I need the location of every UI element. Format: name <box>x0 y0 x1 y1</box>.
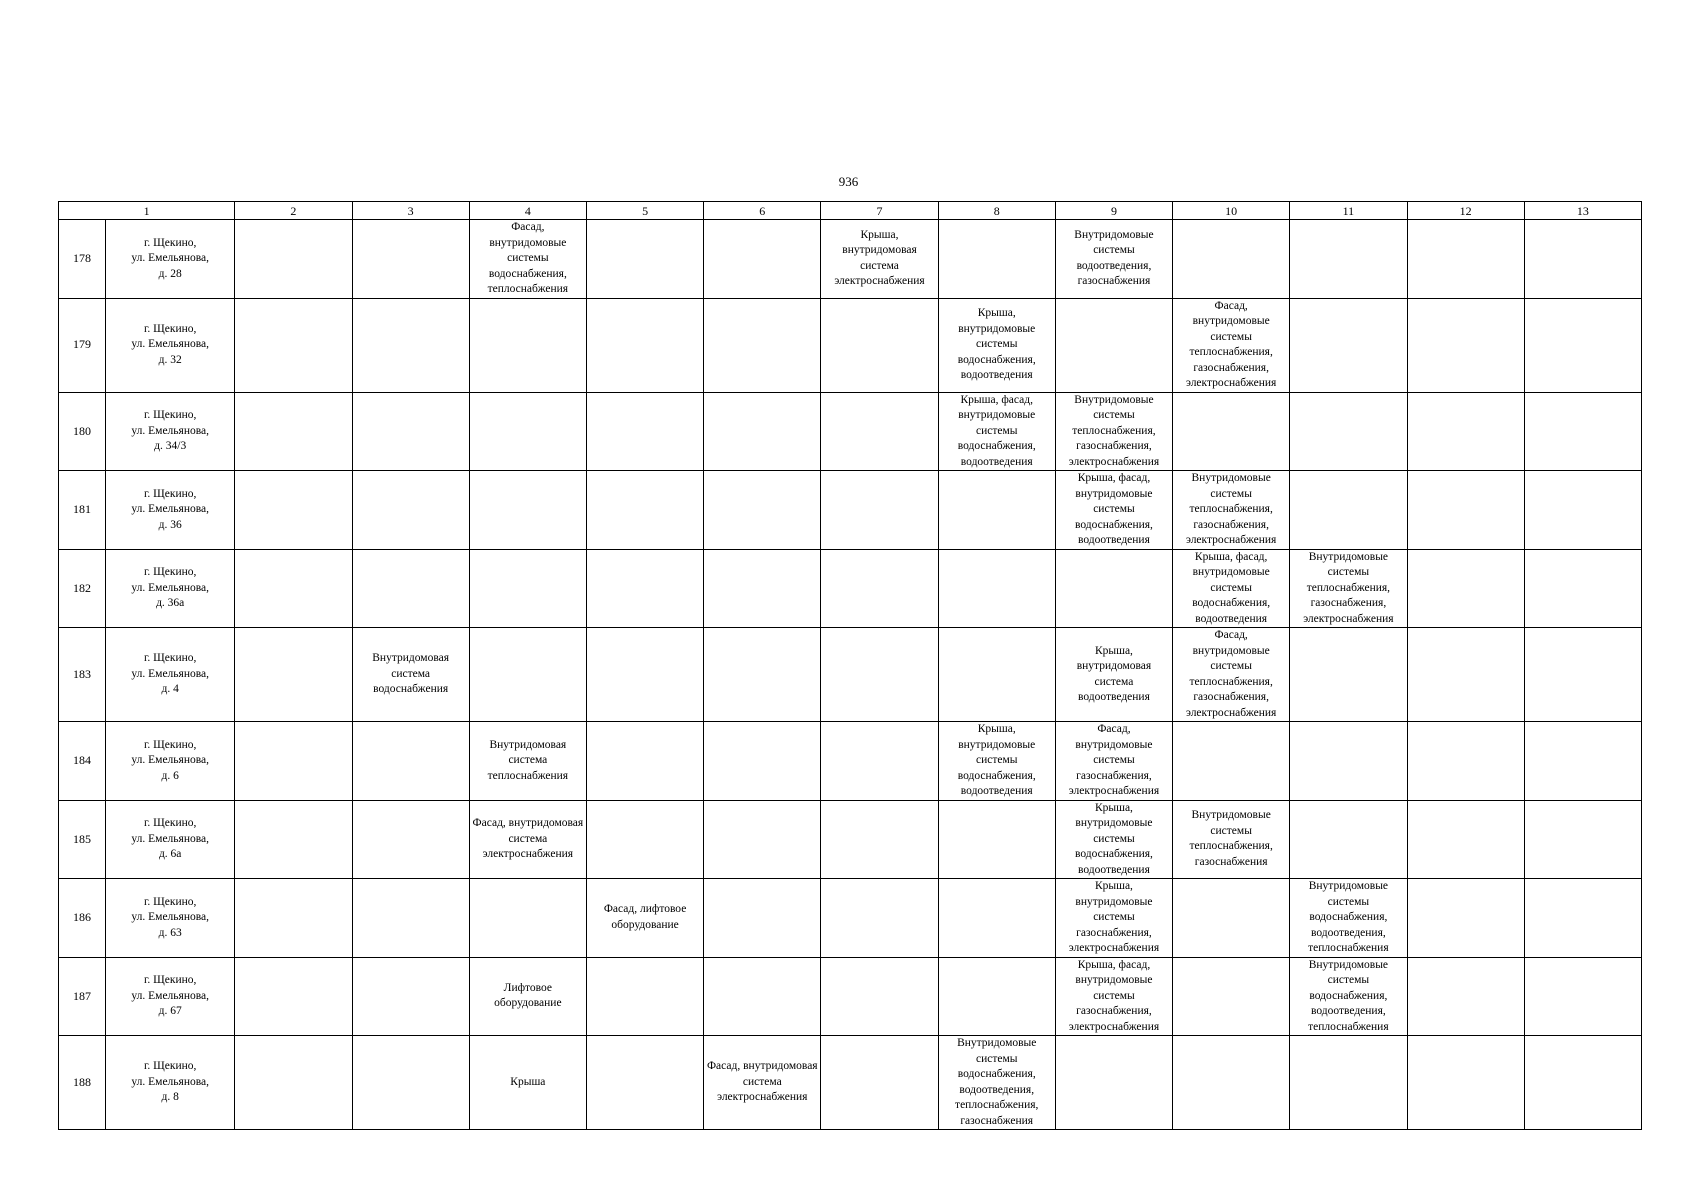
work-cell <box>586 722 703 801</box>
row-number: 182 <box>59 549 106 628</box>
work-cell <box>235 392 352 471</box>
work-cell <box>586 220 703 299</box>
work-description: Фасад, лифтовое оборудование <box>603 903 687 931</box>
work-cell <box>1055 800 1172 879</box>
work-cell <box>1290 722 1407 801</box>
work-cell <box>586 800 703 879</box>
row-number: 181 <box>59 471 106 550</box>
work-description: Фасад, внутридомовые системы газоснабжения, электроснабжения <box>1068 723 1160 797</box>
work-cell <box>704 549 821 628</box>
address-cell <box>106 220 235 299</box>
work-cell <box>938 392 1055 471</box>
table-row <box>59 549 1642 628</box>
work-cell <box>821 722 938 801</box>
work-description: Внутридомовая система теплоснабжения <box>487 738 569 782</box>
work-cell <box>821 392 938 471</box>
work-cell <box>938 628 1055 722</box>
work-cell <box>352 957 469 1036</box>
work-cell <box>469 220 586 299</box>
work-description: Внутридомовые системы теплоснабжения, газоснабжения, электроснабжения <box>1185 472 1277 546</box>
table-row <box>59 800 1642 879</box>
work-cell <box>235 879 352 958</box>
address-cell <box>106 298 235 392</box>
work-cell <box>469 1036 586 1130</box>
work-cell <box>235 722 352 801</box>
address-cell <box>106 957 235 1036</box>
address-text: г. Щекино, ул. Емельянова, д. 34/3 <box>131 409 209 452</box>
work-cell <box>1524 722 1641 801</box>
row-number: 179 <box>59 298 106 392</box>
address-cell <box>106 392 235 471</box>
work-cell <box>1055 471 1172 550</box>
column-header: 1 <box>59 202 235 220</box>
work-cell <box>1173 722 1290 801</box>
work-cell <box>938 298 1055 392</box>
table-row <box>59 722 1642 801</box>
column-header: 9 <box>1055 202 1172 220</box>
work-description: Крыша <box>510 1075 546 1088</box>
work-cell <box>352 1036 469 1130</box>
work-cell <box>938 879 1055 958</box>
row-number: 187 <box>59 957 106 1036</box>
work-cell <box>821 957 938 1036</box>
work-cell <box>469 879 586 958</box>
work-cell <box>1524 549 1641 628</box>
address-cell <box>106 471 235 550</box>
work-cell <box>938 1036 1055 1130</box>
row-number: 186 <box>59 879 106 958</box>
work-cell <box>235 220 352 299</box>
row-number: 188 <box>59 1036 106 1130</box>
address-text: г. Щекино, ул. Емельянова, д. 32 <box>131 322 209 366</box>
work-cell <box>352 298 469 392</box>
work-description: Фасад, внутридомовые системы теплоснабжения, газоснабжения, электроснабжения <box>1185 299 1277 389</box>
work-cell <box>235 628 352 722</box>
work-cell <box>586 957 703 1036</box>
work-cell <box>704 879 821 958</box>
table-row <box>59 957 1642 1036</box>
work-cell <box>1173 957 1290 1036</box>
work-cell <box>1524 471 1641 550</box>
work-cell <box>1524 298 1641 392</box>
work-cell <box>352 549 469 628</box>
work-cell <box>469 628 586 722</box>
work-cell <box>235 800 352 879</box>
table-body <box>59 220 1642 1130</box>
work-description: Внутридомовые системы водоотведения, газоснабжения <box>1074 228 1154 288</box>
work-description: Внутридомовые системы теплоснабжения, газоснабжения, электроснабжения <box>1068 393 1160 468</box>
work-cell <box>821 298 938 392</box>
row-number: 180 <box>59 392 106 471</box>
work-description: Крыша, внутридомовая система водоотведения <box>1076 644 1152 703</box>
work-cell <box>235 957 352 1036</box>
work-cell <box>1407 220 1524 299</box>
work-cell <box>1290 392 1407 471</box>
work-cell <box>1173 220 1290 299</box>
work-cell <box>1173 549 1290 628</box>
work-cell <box>1524 220 1641 299</box>
column-header: 8 <box>938 202 1055 220</box>
work-description: Крыша, внутридомовые системы газоснабжения, электроснабжения <box>1068 880 1160 954</box>
work-cell <box>938 549 1055 628</box>
address-text: г. Щекино, ул. Емельянова, д. 8 <box>131 1060 209 1104</box>
work-cell <box>821 471 938 550</box>
work-cell <box>352 392 469 471</box>
work-cell <box>704 471 821 550</box>
work-cell <box>469 800 586 879</box>
work-description: Внутридомовая система водоснабжения <box>372 652 449 696</box>
work-cell <box>1407 800 1524 879</box>
work-cell <box>586 1036 703 1130</box>
row-number: 178 <box>59 220 106 299</box>
work-cell <box>1055 879 1172 958</box>
work-description: Крыша, фасад, внутридомовые системы водоснабжения, водоотведения <box>1192 550 1271 625</box>
work-cell <box>586 628 703 722</box>
work-cell <box>1290 471 1407 550</box>
work-cell <box>704 298 821 392</box>
work-description: Внутридомовые системы водоснабжения, водоотведения, теплоснабжения <box>1308 958 1389 1033</box>
address-text: г. Щекино, ул. Емельянова, д. 6 <box>131 738 209 782</box>
work-description: Крыша, внутридомовые системы водоснабжения, водоотведения <box>957 307 1036 382</box>
address-cell <box>106 879 235 958</box>
work-cell <box>469 392 586 471</box>
work-description: Лифтовое оборудование <box>494 981 562 1010</box>
table-row <box>59 628 1642 722</box>
work-cell <box>1290 549 1407 628</box>
work-cell <box>938 722 1055 801</box>
column-header: 4 <box>469 202 586 220</box>
work-cell <box>235 298 352 392</box>
work-cell <box>1055 392 1172 471</box>
work-cell <box>1055 957 1172 1036</box>
address-text: г. Щекино, ул. Емельянова, д. 63 <box>131 895 209 939</box>
work-description: Крыша, внутридомовые системы водоснабжения, водоотведения <box>1074 801 1153 876</box>
address-text: г. Щекино, ул. Емельянова, д. 36 <box>131 487 209 531</box>
address-cell <box>106 628 235 722</box>
work-cell <box>1407 957 1524 1036</box>
column-header: 3 <box>352 202 469 220</box>
work-cell <box>821 549 938 628</box>
work-cell <box>1290 957 1407 1036</box>
work-cell <box>1407 628 1524 722</box>
address-text: г. Щекино, ул. Емельянова, д. 67 <box>131 974 209 1017</box>
work-cell <box>1290 298 1407 392</box>
work-cell <box>938 957 1055 1036</box>
address-text: г. Щекино, ул. Емельянова, д. 6а <box>131 817 209 860</box>
work-cell <box>704 800 821 879</box>
work-cell <box>352 471 469 550</box>
work-cell <box>704 957 821 1036</box>
work-cell <box>704 722 821 801</box>
work-cell <box>1173 298 1290 392</box>
column-header: 10 <box>1173 202 1290 220</box>
work-cell <box>1055 220 1172 299</box>
work-description: Фасад, внутридомовые системы теплоснабжения, газоснабжения, электроснабжения <box>1185 629 1277 719</box>
work-cell <box>1055 549 1172 628</box>
work-cell <box>1290 800 1407 879</box>
address-cell <box>106 800 235 879</box>
work-cell <box>469 957 586 1036</box>
work-description: Фасад, внутридомовая система электроснабжения <box>472 817 584 860</box>
table-row <box>59 298 1642 392</box>
work-description: Внутридомовые системы теплоснабжения, газоснабжения <box>1189 809 1273 868</box>
address-cell <box>106 722 235 801</box>
work-description: Внутридомовые системы теплоснабжения, газоснабжения, электроснабжения <box>1303 550 1394 625</box>
address-cell <box>106 1036 235 1130</box>
work-cell <box>1524 957 1641 1036</box>
column-header: 13 <box>1524 202 1641 220</box>
work-description: Крыша, фасад, внутридомовые системы водоснабжения, водоотведения <box>957 393 1036 468</box>
work-cell <box>821 220 938 299</box>
address-text: г. Щекино, ул. Емельянова, д. 28 <box>131 236 209 280</box>
work-cell <box>1407 1036 1524 1130</box>
column-number-row <box>59 202 1642 220</box>
work-cell <box>1055 1036 1172 1130</box>
work-cell <box>704 1036 821 1130</box>
table-row <box>59 220 1642 299</box>
work-cell <box>704 220 821 299</box>
table-row <box>59 1036 1642 1130</box>
work-cell <box>938 800 1055 879</box>
work-cell <box>586 879 703 958</box>
work-cell <box>1407 879 1524 958</box>
work-cell <box>1524 800 1641 879</box>
work-cell <box>1055 628 1172 722</box>
column-header: 7 <box>821 202 938 220</box>
work-cell <box>1290 1036 1407 1130</box>
work-cell <box>1290 220 1407 299</box>
work-cell <box>235 1036 352 1130</box>
work-cell <box>586 471 703 550</box>
work-cell <box>821 628 938 722</box>
work-cell <box>352 628 469 722</box>
address-text: г. Щекино, ул. Емельянова, д. 36а <box>131 566 209 609</box>
page-number: 936 <box>838 174 859 189</box>
work-cell <box>704 628 821 722</box>
work-cell <box>586 549 703 628</box>
work-cell <box>235 549 352 628</box>
work-cell <box>1173 800 1290 879</box>
work-cell <box>1173 1036 1290 1130</box>
work-cell <box>1407 549 1524 628</box>
work-cell <box>1173 879 1290 958</box>
work-cell <box>1407 298 1524 392</box>
row-number: 184 <box>59 722 106 801</box>
work-description: Крыша, внутридомовые системы водоснабжения, водоотведения <box>957 723 1036 797</box>
work-description: Внутридомовые системы водоснабжения, водоотведения, теплоснабжения, газоснабжения <box>955 1037 1039 1127</box>
column-header: 2 <box>235 202 352 220</box>
work-cell <box>1407 392 1524 471</box>
address-cell <box>106 549 235 628</box>
work-cell <box>586 392 703 471</box>
table-row <box>59 392 1642 471</box>
work-cell <box>1055 298 1172 392</box>
row-number: 185 <box>59 800 106 879</box>
work-cell <box>352 220 469 299</box>
work-description: Крыша, фасад, внутридомовые системы газоснабжения, электроснабжения <box>1068 958 1160 1033</box>
work-cell <box>1055 722 1172 801</box>
work-description: Крыша, фасад, внутридомовые системы водоснабжения, водоотведения <box>1074 472 1153 546</box>
work-cell <box>821 879 938 958</box>
table-row <box>59 471 1642 550</box>
work-description: Крыша, внутридомовая система электроснабжения <box>834 228 925 288</box>
work-cell <box>235 471 352 550</box>
column-header: 5 <box>586 202 703 220</box>
row-number: 183 <box>59 628 106 722</box>
work-cell <box>352 800 469 879</box>
work-cell <box>821 800 938 879</box>
work-description: Внутридомовые системы водоснабжения, водоотведения, теплоснабжения <box>1308 880 1389 954</box>
work-cell <box>469 471 586 550</box>
work-cell <box>821 1036 938 1130</box>
work-cell <box>469 549 586 628</box>
work-cell <box>938 471 1055 550</box>
work-cell <box>1290 879 1407 958</box>
work-cell <box>1173 628 1290 722</box>
work-cell <box>1173 392 1290 471</box>
table-row <box>59 879 1642 958</box>
work-cell <box>1524 628 1641 722</box>
work-cell <box>469 722 586 801</box>
capital-repair-schedule-table <box>58 201 1642 1130</box>
work-cell <box>1524 1036 1641 1130</box>
work-cell <box>938 220 1055 299</box>
work-cell <box>586 298 703 392</box>
work-description: Фасад, внутридомовая система электроснабжения <box>706 1060 818 1104</box>
work-cell <box>469 298 586 392</box>
work-cell <box>352 722 469 801</box>
work-cell <box>1524 879 1641 958</box>
work-cell <box>704 392 821 471</box>
work-cell <box>1290 628 1407 722</box>
work-cell <box>1407 722 1524 801</box>
column-header: 6 <box>704 202 821 220</box>
work-cell <box>1524 392 1641 471</box>
column-header: 11 <box>1290 202 1407 220</box>
work-description: Фасад, внутридомовые системы водоснабжения, теплоснабжения <box>487 221 569 295</box>
column-header: 12 <box>1407 202 1524 220</box>
work-cell <box>352 879 469 958</box>
address-text: г. Щекино, ул. Емельянова, д. 4 <box>131 652 209 696</box>
work-cell <box>1173 471 1290 550</box>
work-cell <box>1407 471 1524 550</box>
